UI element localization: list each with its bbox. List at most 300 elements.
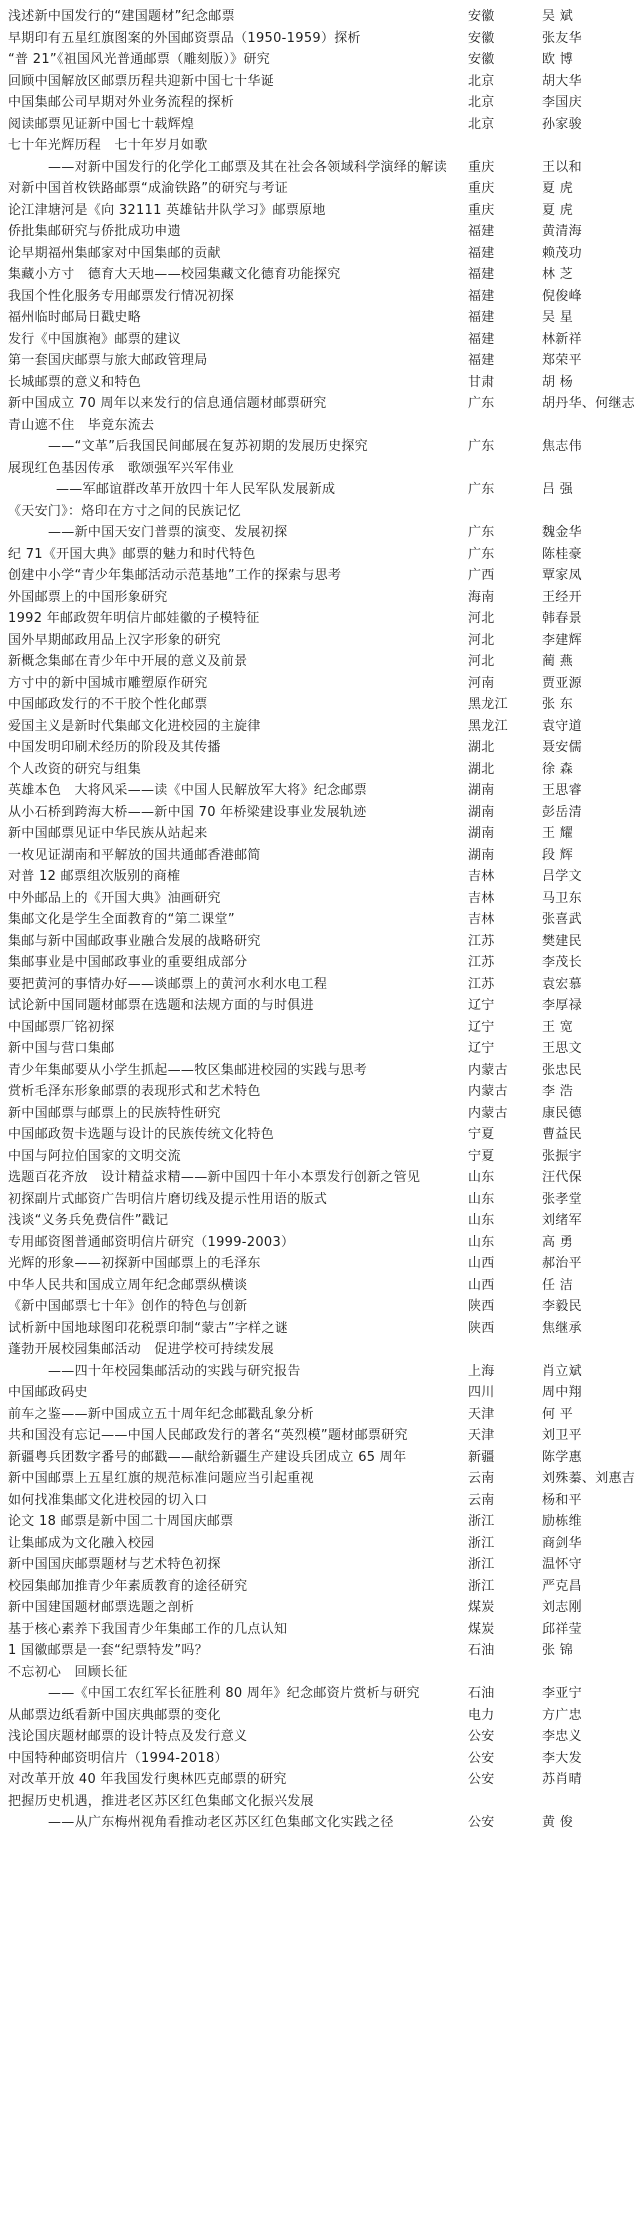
- author-name: 赖茂功: [542, 245, 582, 261]
- author-name: 高 勇: [542, 1234, 574, 1250]
- province: 内蒙古: [468, 1062, 508, 1078]
- author-name: 康民德: [542, 1105, 582, 1121]
- province: 黑龙江: [468, 697, 508, 712]
- paper-title: 集邮文化是学生全面教育的“第二课堂”: [8, 912, 235, 927]
- paper-title: 一枚见证湖南和平解放的国共通邮香港邮简: [8, 847, 261, 863]
- list-item: [0, 135, 640, 157]
- paper-title: 1 国徽邮票是一套“纪票特发”吗？: [8, 1643, 208, 1658]
- paper-title: 浅述新中国发行的“建国题材”纪念邮票: [8, 9, 235, 24]
- author-name: 黄清海: [542, 224, 582, 239]
- list-item: [0, 1791, 640, 1813]
- author-name: 聂安儒: [542, 740, 582, 755]
- list-item: [0, 372, 640, 394]
- author-name: 苏肖晴: [542, 1772, 582, 1787]
- author-name: 肖立斌: [542, 1363, 582, 1379]
- paper-title: ——“文革”后我国民间邮展在复苏初期的发展历史探究: [48, 439, 368, 454]
- author-name: 黄 俊: [542, 1815, 574, 1830]
- province: 内蒙古: [468, 1105, 508, 1121]
- author-name: 刘绪军: [542, 1213, 582, 1228]
- province: 黑龙江: [468, 718, 508, 734]
- author-name: 任 洁: [542, 1277, 574, 1293]
- province: 辽宁: [468, 998, 495, 1013]
- author-name: 欧 博: [542, 52, 574, 67]
- list-item: [0, 909, 640, 931]
- paper-title: “普 21”《祖国风光普通邮票（雕刻版）》研究: [8, 52, 271, 67]
- list-item: [0, 1511, 640, 1533]
- province: 浙江: [468, 1557, 495, 1572]
- province: 湖北: [468, 740, 495, 755]
- list-item: [0, 1662, 640, 1684]
- paper-title: 阅读邮票见证新中国七十载辉煌: [8, 116, 195, 132]
- province: 重庆: [468, 181, 495, 196]
- list-item: [0, 1533, 640, 1555]
- list-item: [0, 866, 640, 888]
- paper-title: 光辉的形象——初探新中国邮票上的毛泽东: [8, 1256, 261, 1271]
- list-item: [0, 307, 640, 329]
- paper-title: 外国邮票上的中国形象研究: [8, 589, 168, 605]
- paper-title: 英雄本色 大将风采——读《中国人民解放军大将》纪念邮票: [8, 783, 368, 798]
- list-item: [0, 178, 640, 200]
- list-item: [0, 1554, 640, 1576]
- list-item: [0, 1189, 640, 1211]
- list-item: [0, 1425, 640, 1447]
- province: 煤炭: [468, 1600, 495, 1615]
- province: 北京: [468, 73, 495, 89]
- list-item: [0, 759, 640, 781]
- paper-title: 中国邮票厂铭初探: [8, 1019, 115, 1035]
- author-name: 焦继承: [542, 1320, 582, 1336]
- author-name: 吴 星: [542, 310, 574, 325]
- paper-title: 《天安门》：烙印在方寸之间的民族记忆: [8, 503, 241, 519]
- province: 山西: [468, 1277, 495, 1293]
- author-name: 温怀守: [542, 1557, 582, 1572]
- author-name: 张 锦: [542, 1643, 574, 1658]
- list-item: [0, 931, 640, 953]
- paper-title: 基于核心素养下我国青少年集邮工作的几点认知: [8, 1621, 288, 1637]
- list-item: [0, 221, 640, 243]
- list-item: [0, 1468, 640, 1490]
- author-name: 王以和: [542, 159, 582, 175]
- author-name: 郑荣平: [542, 353, 582, 368]
- author-name: 李忠义: [542, 1729, 582, 1744]
- list-item: [0, 1490, 640, 1512]
- province: 公安: [468, 1772, 495, 1787]
- paper-title: 专用邮资图普通邮资明信片研究（1999-2003）: [8, 1234, 295, 1250]
- author-name: 孙家骏: [542, 116, 582, 132]
- list-item: [0, 49, 640, 71]
- list-item: [0, 737, 640, 759]
- province: 安徽: [468, 30, 495, 46]
- paper-title: 论文 18 邮票是新中国二十周国庆邮票: [8, 1514, 234, 1529]
- province: 湖南: [468, 847, 495, 863]
- author-name: 夏 虎: [542, 202, 574, 218]
- paper-title: 新概念集邮在青少年中开展的意义及前景: [8, 654, 248, 669]
- paper-title: 从邮票边纸看新中国庆典邮票的变化: [8, 1707, 221, 1723]
- province: 天津: [468, 1406, 495, 1422]
- list-item: [0, 1748, 640, 1770]
- paper-title: 新中国邮票与邮票上的民族特性研究: [8, 1105, 221, 1121]
- list-item: [0, 995, 640, 1017]
- paper-title: 长城邮票的意义和特色: [8, 374, 142, 390]
- province: 福建: [468, 353, 495, 368]
- list-item: [0, 630, 640, 652]
- province: 公安: [468, 1750, 495, 1766]
- list-item: [0, 1339, 640, 1361]
- province: 安徽: [468, 52, 495, 67]
- province: 广东: [468, 546, 495, 562]
- paper-title: 浅论国庆题材邮票的设计特点及发行意义: [8, 1729, 248, 1744]
- list-item: [0, 157, 640, 179]
- paper-title: 对新中国首枚铁路邮票“成渝铁路”的研究与考证: [8, 181, 289, 196]
- province: 上海: [468, 1363, 495, 1379]
- paper-title: ——对新中国发行的化学化工邮票及其在社会各领域科学演绎的解读: [48, 159, 448, 175]
- author-name: 段 辉: [542, 847, 574, 863]
- province: 公安: [468, 1729, 495, 1744]
- province: 电力: [468, 1707, 495, 1723]
- list-item: [0, 200, 640, 222]
- author-name: 夏 虎: [542, 181, 574, 196]
- author-name: 吕 强: [542, 482, 574, 497]
- province: 广东: [468, 396, 495, 411]
- province: 辽宁: [468, 1041, 495, 1056]
- paper-title: 第一套国庆邮票与旅大邮政管理局: [8, 353, 208, 368]
- author-name: 汪代保: [542, 1170, 582, 1185]
- province: 四川: [468, 1385, 495, 1400]
- paper-title: 中国邮政码史: [8, 1385, 88, 1400]
- paper-title: 不忘初心 回顾长征: [8, 1664, 128, 1680]
- paper-title: 新中国成立 70 周年以来发行的信息通信题材邮票研究: [8, 396, 327, 411]
- paper-title: 爱国主义是新时代集邮文化进校园的主旋律: [8, 718, 261, 734]
- paper-title: 1992 年邮政贺年明信片邮娃徽的子模特征: [8, 611, 260, 626]
- paper-title: 我国个性化服务专用邮票发行情况初探: [8, 288, 235, 304]
- paper-title: 新中国邮票见证中华民族从站起来: [8, 826, 208, 841]
- paper-title: 集藏小方寸 德育大天地——校园集藏文化德育功能探究: [8, 267, 341, 282]
- province: 广东: [468, 525, 495, 540]
- author-name: 韩春景: [542, 611, 582, 626]
- province: 福建: [468, 224, 495, 239]
- list-item: [0, 1640, 640, 1662]
- author-name: 张喜武: [542, 912, 582, 927]
- paper-title: 试析新中国地球图印花税票印制“蒙古”字样之谜: [8, 1320, 289, 1336]
- author-name: 倪俊峰: [542, 288, 582, 304]
- author-name: 商剑华: [542, 1535, 582, 1551]
- paper-title: 论早期福州集邮家对中国集邮的贡献: [8, 245, 221, 261]
- province: 煤炭: [468, 1621, 495, 1637]
- list-item: [0, 458, 640, 480]
- province: 湖南: [468, 826, 495, 841]
- paper-title: ——四十年校园集邮活动的实践与研究报告: [48, 1363, 301, 1379]
- list-item: [0, 694, 640, 716]
- author-name: 张孝堂: [542, 1191, 582, 1207]
- list-item: [0, 1447, 640, 1469]
- author-name: 刘卫平: [542, 1428, 582, 1443]
- author-name: 李 浩: [542, 1084, 574, 1099]
- paper-title: 方寸中的新中国城市雕塑原作研究: [8, 675, 208, 691]
- author-name: 林新祥: [542, 331, 582, 347]
- paper-title: 七十年光辉历程 七十年岁月如歌: [8, 138, 208, 153]
- province: 甘肃: [468, 374, 495, 390]
- author-name: 吴 斌: [542, 9, 574, 24]
- author-name: 张振宇: [542, 1148, 582, 1164]
- list-item: [0, 1017, 640, 1039]
- list-item: [0, 71, 640, 93]
- paper-title: 初探副片式邮资广告明信片磨切线及提示性用语的版式: [8, 1191, 328, 1207]
- list-item: [0, 415, 640, 437]
- paper-title: ——《中国工农红军长征胜利 80 周年》纪念邮资片赏析与研究: [48, 1686, 420, 1701]
- author-name: 刘殊蓁、刘惠吉: [542, 1471, 636, 1486]
- province: 宁夏: [468, 1127, 495, 1142]
- paper-title: 侨批集邮研究与侨批成功申遗: [8, 224, 181, 239]
- province: 石油: [468, 1643, 495, 1658]
- paper-title: 浅谈“义务兵免费信件”戳记: [8, 1213, 169, 1228]
- list-item: [0, 608, 640, 630]
- list-item: [0, 1318, 640, 1340]
- author-name: 焦志伟: [542, 439, 582, 454]
- list-item: [0, 1769, 640, 1791]
- province: 新疆: [468, 1449, 495, 1465]
- province: 吉林: [468, 890, 495, 906]
- province: 广西: [468, 568, 495, 583]
- list-item: [0, 780, 640, 802]
- province: 吉林: [468, 912, 495, 927]
- province: 广东: [468, 439, 495, 454]
- list-item: [0, 1081, 640, 1103]
- paper-title: 展现红色基因传承 歌颂强军兴军伟业: [8, 460, 235, 476]
- author-name: 张 东: [542, 697, 574, 712]
- list-item: [0, 1296, 640, 1318]
- province: 云南: [468, 1471, 495, 1486]
- paper-title: 个人改资的研究与组集: [8, 761, 142, 777]
- list-item: [0, 544, 640, 566]
- paper-title: 对普 12 邮票组次版别的商榷: [8, 869, 181, 884]
- list-item: [0, 114, 640, 136]
- paper-title: 中国邮政发行的不干胶个性化邮票: [8, 697, 208, 712]
- province: 江苏: [468, 933, 495, 949]
- paper-title: 国外早期邮政用品上汉字形象的研究: [8, 632, 221, 648]
- list-item: [0, 1361, 640, 1383]
- author-name: 王经开: [542, 589, 582, 605]
- province: 内蒙古: [468, 1084, 508, 1099]
- province: 重庆: [468, 202, 495, 218]
- author-name: 王 宽: [542, 1019, 574, 1035]
- paper-title: 集邮事业是中国邮政事业的重要组成部分: [8, 955, 248, 970]
- province: 北京: [468, 95, 495, 110]
- list-item: [0, 1683, 640, 1705]
- list-item: [0, 716, 640, 738]
- list-item: [0, 479, 640, 501]
- author-name: 严克昌: [542, 1578, 582, 1594]
- province: 山东: [468, 1234, 495, 1250]
- author-name: 李亚宁: [542, 1686, 582, 1701]
- author-name: 李建辉: [542, 632, 582, 648]
- paper-title: 早期印有五星红旗图案的外国邮资票品（1950-1959）探析: [8, 30, 361, 46]
- paper-title: 中国与阿拉伯国家的文明交流: [8, 1148, 181, 1164]
- paper-title: 论江津塘河是《向 32111 英雄钻井队学习》邮票原地: [8, 202, 326, 218]
- province: 浙江: [468, 1578, 495, 1594]
- province: 河北: [468, 611, 495, 626]
- list-item: [0, 436, 640, 458]
- province: 福建: [468, 288, 495, 304]
- author-name: 胡 杨: [542, 374, 574, 390]
- list-item: [0, 243, 640, 265]
- list-item: [0, 1382, 640, 1404]
- province: 天津: [468, 1428, 495, 1443]
- author-name: 贾亚源: [542, 675, 582, 691]
- list-item: [0, 1404, 640, 1426]
- list-item: [0, 952, 640, 974]
- paper-title: 让集邮成为文化融入校园: [8, 1535, 155, 1551]
- list-item: [0, 673, 640, 695]
- author-name: 樊建民: [542, 933, 582, 949]
- author-name: 李毅民: [542, 1299, 582, 1314]
- author-name: 徐 森: [542, 761, 574, 777]
- list-item: [0, 28, 640, 50]
- list-item: [0, 565, 640, 587]
- paper-title: 试论新中国同题材邮票在选题和法规方面的与时俱进: [8, 998, 314, 1013]
- author-name: 李大发: [542, 1750, 582, 1766]
- province: 陕西: [468, 1299, 495, 1314]
- paper-title: 福州临时邮局日戳史略: [8, 310, 142, 325]
- paper-title: 《新中国邮票七十年》创作的特色与创新: [8, 1299, 248, 1314]
- author-name: 王 耀: [542, 826, 574, 841]
- province: 山东: [468, 1213, 495, 1228]
- list-item: [0, 264, 640, 286]
- paper-title: 集邮与新中国邮政事业融合发展的战略研究: [8, 933, 261, 949]
- author-name: 袁宏慕: [542, 976, 582, 992]
- list-item: [0, 1705, 640, 1727]
- province: 浙江: [468, 1514, 495, 1529]
- list-item: [0, 1038, 640, 1060]
- province: 福建: [468, 331, 495, 347]
- province: 河北: [468, 632, 495, 648]
- province: 浙江: [468, 1535, 495, 1551]
- province: 陕西: [468, 1320, 495, 1336]
- paper-title: 中国邮政贺卡选题与设计的民族传统文化特色: [8, 1127, 275, 1142]
- author-name: 李茂长: [542, 955, 582, 970]
- author-name: 陈学惠: [542, 1449, 582, 1465]
- author-name: 陈桂豪: [542, 546, 582, 562]
- author-name: 李国庆: [542, 95, 582, 110]
- author-name: 张友华: [542, 30, 582, 46]
- paper-title: 前车之鉴——新中国成立五十周年纪念邮戳乱象分析: [8, 1406, 314, 1422]
- author-name: 刘志刚: [542, 1600, 582, 1615]
- province: 山东: [468, 1170, 495, 1185]
- province: 福建: [468, 310, 495, 325]
- province: 山东: [468, 1191, 495, 1207]
- author-name: 张忠民: [542, 1062, 582, 1078]
- list-item: [0, 1210, 640, 1232]
- list-item: [0, 501, 640, 523]
- province: 石油: [468, 1686, 495, 1701]
- paper-title: 发行《中国旗袍》邮票的建议: [8, 331, 181, 347]
- author-name: 邱祥莹: [542, 1621, 582, 1637]
- list-item: [0, 1619, 640, 1641]
- author-name: 曹益民: [542, 1127, 582, 1142]
- author-name: 何 平: [542, 1406, 574, 1422]
- province: 福建: [468, 267, 495, 282]
- paper-title: 校园集邮加推青少年素质教育的途径研究: [8, 1578, 248, 1594]
- province: 湖南: [468, 804, 495, 820]
- paper-title: 共和国没有忘记——中国人民邮政发行的著名“英烈模”题材邮票研究: [8, 1428, 408, 1443]
- list-item: [0, 1103, 640, 1125]
- province: 江苏: [468, 976, 495, 992]
- province: 河南: [468, 675, 495, 691]
- paper-title: 选题百花齐放 设计精益求精——新中国四十年小本票发行创新之管见: [8, 1170, 421, 1185]
- list-item: [0, 1812, 640, 1834]
- list-item: [0, 92, 640, 114]
- paper-title: ——从广东梅州视角看推动老区苏区红色集邮文化实践之径: [48, 1815, 394, 1830]
- paper-title: 回顾中国解放区邮票历程共迎新中国七十华诞: [8, 73, 275, 89]
- province: 吉林: [468, 869, 495, 884]
- paper-title: 纪 71《开国大典》邮票的魅力和时代特色: [8, 546, 256, 562]
- list-item: [0, 802, 640, 824]
- author-name: 覃家凤: [542, 568, 582, 583]
- province: 江苏: [468, 955, 495, 970]
- author-name: 马卫东: [542, 890, 582, 906]
- paper-title: 从小石桥到跨海大桥——新中国 70 年桥梁建设事业发展轨迹: [8, 804, 367, 820]
- paper-title: 如何找准集邮文化进校园的切入口: [8, 1492, 208, 1508]
- province: 重庆: [468, 159, 495, 175]
- paper-title: 中华人民共和国成立周年纪念邮票纵横谈: [8, 1277, 248, 1293]
- province: 宁夏: [468, 1148, 495, 1164]
- paper-title: 创建中小学“青少年集邮活动示范基地”工作的探索与思考: [8, 568, 342, 583]
- province: 广东: [468, 482, 495, 497]
- list-item: [0, 350, 640, 372]
- paper-title: 中国特种邮资明信片（1994-2018）: [8, 1750, 228, 1766]
- province: 湖北: [468, 761, 495, 777]
- province: 公安: [468, 1815, 495, 1830]
- author-name: 胡大华: [542, 73, 582, 89]
- province: 福建: [468, 245, 495, 261]
- list-item: [0, 888, 640, 910]
- list-item: [0, 522, 640, 544]
- paper-title: 蓬勃开展校园集邮活动 促进学校可持续发展: [8, 1342, 275, 1357]
- list-item: [0, 393, 640, 415]
- list-item: [0, 329, 640, 351]
- author-name: 李厚禄: [542, 998, 582, 1013]
- author-name: 魏金华: [542, 525, 582, 540]
- list-item: [0, 1124, 640, 1146]
- author-name: 袁守道: [542, 718, 582, 734]
- province: 海南: [468, 589, 495, 605]
- list-item: [0, 587, 640, 609]
- author-name: 周中翔: [542, 1385, 582, 1400]
- paper-title: 青山遮不住 毕竟东流去: [8, 417, 155, 433]
- list-item: [0, 845, 640, 867]
- paper-title: 新中国邮票上五星红旗的规范标准问题应当引起重视: [8, 1471, 314, 1486]
- list-item: [0, 1576, 640, 1598]
- province: 辽宁: [468, 1019, 495, 1035]
- province: 安徽: [468, 9, 495, 24]
- author-name: 彭岳清: [542, 804, 582, 820]
- author-name: 蔺 燕: [542, 654, 574, 669]
- province: 山西: [468, 1256, 495, 1271]
- paper-title: 新中国与营口集邮: [8, 1041, 115, 1056]
- list-item: [0, 1726, 640, 1748]
- author-name: 杨和平: [542, 1492, 582, 1508]
- list-item: [0, 286, 640, 308]
- paper-title: ——新中国天安门普票的演变、发展初探: [48, 525, 288, 540]
- author-name: 吕学文: [542, 869, 582, 884]
- list-item: [0, 1597, 640, 1619]
- paper-title: 中外邮品上的《开国大典》油画研究: [8, 890, 221, 906]
- province: 湖南: [468, 783, 495, 798]
- paper-title: 新中国建国题材邮票选题之剖析: [8, 1600, 195, 1615]
- province: 河北: [468, 654, 495, 669]
- paper-title: 赏析毛泽东形象邮票的表现形式和艺术特色: [8, 1084, 261, 1099]
- paper-title: 新中国国庆邮票题材与艺术特色初探: [8, 1557, 221, 1572]
- list-item: [0, 823, 640, 845]
